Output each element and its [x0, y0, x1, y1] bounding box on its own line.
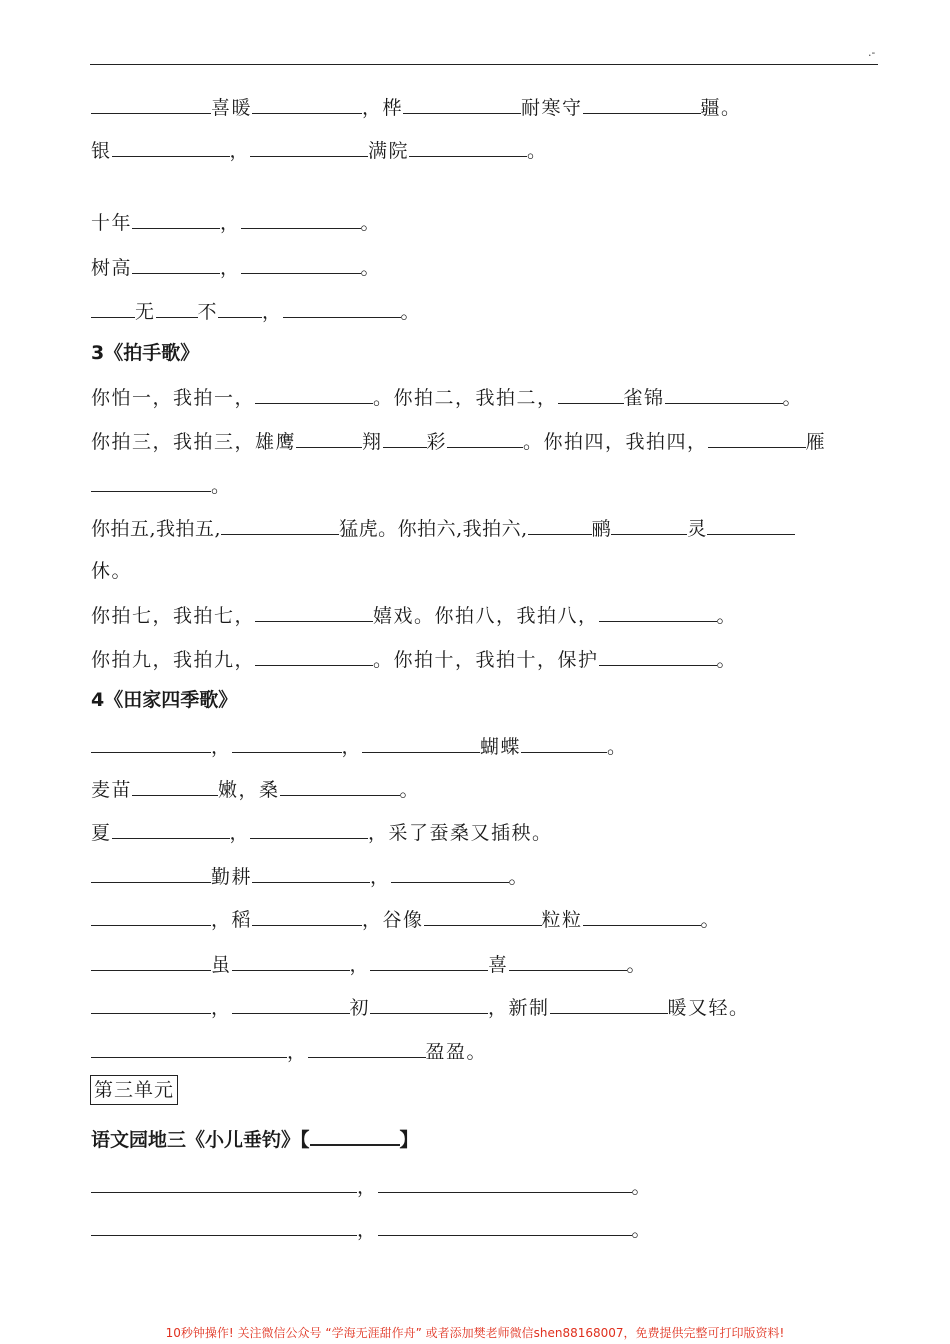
- mid-line-1: 十年 ， 。: [91, 208, 381, 236]
- blank[interactable]: [91, 1215, 357, 1236]
- season-line-2: 麦苗 嫩，桑 。: [91, 775, 420, 803]
- season-line-5: ，稻 ，谷像 粒粒 。: [91, 905, 721, 933]
- blank[interactable]: [232, 993, 350, 1014]
- footer-promo: 10秒钟操作! 关注微信公众号 “学海无涯甜作舟” 或者添加樊老师微信shen88168007，免费提供完整可打印版资料!: [165, 1326, 785, 1340]
- unit-label-box: 第三单元: [90, 1075, 178, 1105]
- blank[interactable]: [665, 383, 783, 404]
- blank[interactable]: [252, 905, 362, 926]
- season-line-8: ， 盈盈。: [91, 1037, 487, 1065]
- blank[interactable]: [91, 993, 211, 1014]
- clap-line-3: 你拍五,我拍五, 猛虎。你拍六,我拍六, 鹂 灵: [91, 514, 795, 542]
- blank[interactable]: [599, 601, 717, 622]
- blank[interactable]: [156, 297, 198, 318]
- blank[interactable]: [132, 775, 218, 796]
- blank[interactable]: [378, 1215, 632, 1236]
- blank[interactable]: [383, 427, 427, 448]
- blank[interactable]: [91, 1037, 287, 1058]
- blank[interactable]: [252, 93, 362, 114]
- blank[interactable]: [91, 297, 135, 318]
- section-4-title: 4《田家四季歌》: [91, 689, 238, 711]
- header-rule: [90, 64, 878, 65]
- section-5-title: 语文园地三《小儿垂钓》【 】: [91, 1124, 419, 1153]
- blank[interactable]: [528, 514, 592, 535]
- verse-line-2: ， 。: [91, 1215, 652, 1243]
- blank[interactable]: [241, 208, 361, 229]
- blank[interactable]: [409, 136, 527, 157]
- blank[interactable]: [707, 514, 795, 535]
- poem-line-2: 银 ， 满院 。: [91, 136, 548, 164]
- section-3-title: 3《拍手歌》: [91, 342, 200, 364]
- blank[interactable]: [521, 732, 607, 753]
- blank[interactable]: [91, 471, 211, 492]
- season-line-4: 勤耕 ， 。: [91, 862, 529, 890]
- blank[interactable]: [91, 950, 211, 971]
- clap-line-2: 你拍三，我拍三，雄鹰 翔 彩 。你拍四，我拍四， 雁: [91, 427, 826, 455]
- blank[interactable]: [550, 993, 668, 1014]
- blank[interactable]: [558, 383, 624, 404]
- blank[interactable]: [583, 93, 701, 114]
- mid-line-3: 无 不 ， 。: [91, 297, 421, 325]
- blank[interactable]: [250, 818, 368, 839]
- blank[interactable]: [280, 775, 400, 796]
- season-line-7: ， 初 ，新制 暖又轻。: [91, 993, 750, 1021]
- blank[interactable]: [362, 732, 480, 753]
- blank[interactable]: [91, 93, 211, 114]
- season-line-3: 夏 ， ，采了蚕桑又插秧。: [91, 818, 553, 846]
- blank[interactable]: [424, 905, 542, 926]
- blank[interactable]: [255, 645, 373, 666]
- blank[interactable]: [132, 208, 220, 229]
- blank[interactable]: [218, 297, 262, 318]
- blank[interactable]: [241, 253, 361, 274]
- blank[interactable]: [296, 427, 362, 448]
- blank[interactable]: [250, 136, 368, 157]
- blank[interactable]: [255, 601, 373, 622]
- clap-line-2b: 。: [91, 471, 232, 499]
- clap-line-3b: 休。: [91, 560, 133, 582]
- blank[interactable]: [91, 862, 211, 883]
- mid-line-2: 树高 ， 。: [91, 253, 381, 281]
- blank[interactable]: [91, 732, 211, 753]
- blank[interactable]: [370, 950, 488, 971]
- blank[interactable]: [308, 1037, 426, 1058]
- blank[interactable]: [447, 427, 523, 448]
- blank[interactable]: [370, 993, 488, 1014]
- blank[interactable]: [378, 1172, 632, 1193]
- blank[interactable]: [255, 383, 373, 404]
- blank[interactable]: [252, 862, 370, 883]
- blank[interactable]: [91, 1172, 357, 1193]
- blank[interactable]: [310, 1124, 400, 1146]
- poem-line-1: 喜暖 ，桦 耐寒守 疆。: [91, 93, 742, 121]
- blank[interactable]: [391, 862, 509, 883]
- blank[interactable]: [583, 905, 701, 926]
- clap-line-5: 你拍九，我拍九， 。你拍十，我拍十，保护 。: [91, 645, 737, 673]
- blank[interactable]: [112, 818, 230, 839]
- blank[interactable]: [232, 950, 350, 971]
- blank[interactable]: [112, 136, 230, 157]
- season-line-1: ， ， 蝴蝶 。: [91, 732, 628, 760]
- blank[interactable]: [403, 93, 521, 114]
- clap-line-1: 你怕一，我拍一， 。你拍二，我拍二， 雀锦 。: [91, 383, 803, 411]
- blank[interactable]: [708, 427, 806, 448]
- verse-line-1: ， 。: [91, 1172, 652, 1200]
- blank[interactable]: [221, 514, 339, 535]
- blank[interactable]: [91, 905, 211, 926]
- blank[interactable]: [283, 297, 401, 318]
- season-line-6: 虽 ， 喜 。: [91, 950, 647, 978]
- header-mark: .-: [868, 46, 876, 59]
- blank[interactable]: [509, 950, 627, 971]
- blank[interactable]: [611, 514, 687, 535]
- blank[interactable]: [232, 732, 342, 753]
- blank[interactable]: [599, 645, 717, 666]
- clap-line-4: 你拍七，我拍七， 嬉戏。你拍八，我拍八， 。: [91, 601, 737, 629]
- blank[interactable]: [132, 253, 220, 274]
